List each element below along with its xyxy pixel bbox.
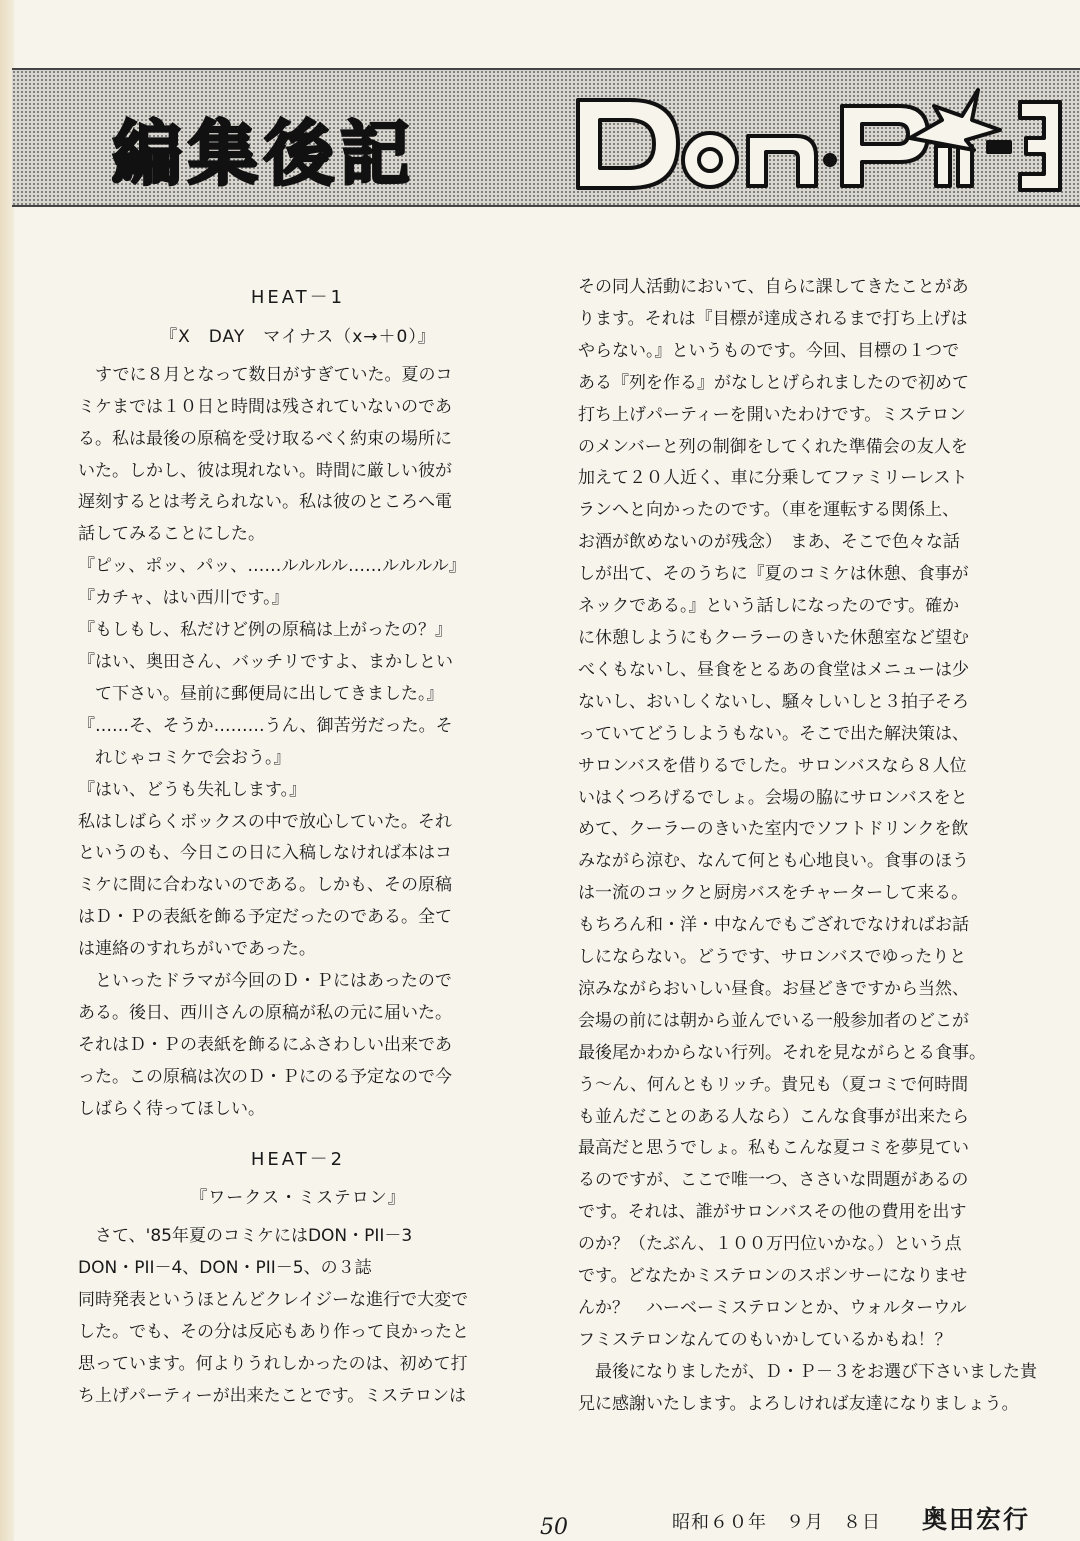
text-line: は連絡のすれちがいであった。 [78, 939, 316, 960]
donpii-logo-graphic [570, 86, 1065, 196]
page-number: 50 [540, 1515, 568, 1540]
section2-body [78, 1221, 518, 1412]
text-line: っていてどうしようもない。そこで出た解決策は、 [578, 723, 969, 744]
text-line: 加えて２０人近く、車に分乗してファミリーレスト [578, 468, 968, 489]
text-line: べくもないし、昼食をとるあの食堂はメニューは少 [578, 659, 969, 680]
text-line: めて、クーラーのきいた室内でソフトドリンクを飲 [578, 819, 969, 840]
text-line: 最高だと思うでしょ。私もこんな夏コミを夢見てい [578, 1138, 969, 1159]
text-line: に休憩しようにもクーラーのきいた休憩室など望む [578, 627, 969, 648]
text-line: んか？ ハーベーミステロンとか、ウォルターウル [578, 1298, 967, 1318]
text-line: 会場の前には朝から並んでいる一般参加者のどこが [578, 1010, 969, 1031]
text-line: ります。それは『目標が達成されるまで打ち上げは [578, 308, 968, 329]
text-line: った。この原稿は次のＤ・Ｐにのる予定なので今 [78, 1066, 452, 1087]
section-gap [78, 1126, 518, 1144]
text-line: 『カチャ、はい西川です。』 [78, 588, 289, 609]
text-line: のメンバーと列の制御をしてくれた準備会の友人を [578, 436, 968, 457]
text-line: 思っています。何よりうれしかったのは、初めて打 [78, 1354, 468, 1374]
text-line: しにならない。どうです、サロンバスでゆったりと [578, 947, 967, 968]
text-line: それはＤ・Ｐの表紙を飾るにふさわしい出来であ [78, 1034, 452, 1055]
text-line: 『ピッ、ポッ、パッ、……ルルルル……ルルルル』 [78, 556, 466, 577]
text-line: 私はしばらくボックスの中で放心していた。それ [78, 811, 452, 832]
text-line: 話してみることにした。 [78, 524, 265, 545]
text-line: です。どなたかミステロンのスポンサーになりませ [578, 1266, 968, 1287]
text-line: みながら涼む、なんて何とも心地良い。食事のほう [578, 851, 969, 872]
text-line: DON・PII－4、DON・PII－5、の３誌 [78, 1258, 372, 1279]
section-subheading-x-day: 『X DAY マイナス（x→＋0）』 [160, 326, 436, 347]
text-line: る。私は最後の原稿を受け取るべく約束の場所に [78, 428, 452, 449]
section-heading-heat-2: HEAT－2 [250, 1148, 346, 1170]
text-line: した。でも、その分は反応もあり作って良かったと [78, 1322, 469, 1343]
text-line: のか？（たぶん、１００万円位いかな。）という点 [578, 1234, 962, 1255]
text-line: ある。後日、西川さんの原稿が私の元に届いた。 [78, 1002, 452, 1023]
text-line: るのですが、ここで唯一つ、ささいな問題があるの [578, 1170, 969, 1191]
text-line: ミケに間に合わないのである。しかも、その原稿 [78, 875, 452, 896]
text-line: もちろん和・洋・中なんでもござれでなければお話 [578, 915, 969, 936]
text-line: ネックである。』という話しになったのです。確か [578, 596, 960, 617]
footer-date: 昭和６０年 ９月 ８日 [672, 1512, 881, 1533]
text-line: いはくつろげるでしょ。会場の脇にサロンバスをと [578, 787, 968, 808]
text-line: です。それは、誰がサロンバスその他の費用を出す [578, 1202, 967, 1223]
page-edge [0, 0, 14, 1541]
text-line: 打ち上げパーティーを開いたわけです。ミステロン [578, 404, 966, 425]
text-line: といったドラマが今回のＤ・Ｐにはあったので [78, 971, 452, 992]
text-line: も並んだことのある人なら）こんな食事が出来たら [578, 1106, 969, 1127]
section1-body [78, 360, 518, 1126]
text-line: 遅刻するとは考えられない。私は彼のところへ電 [78, 492, 452, 513]
text-line: サロンバスを借りるでした。サロンバスなら８人位 [578, 755, 967, 776]
text-line: ないし、おいしくないし、騒々しいしと３拍子そろ [578, 691, 969, 712]
section-heading-heat-1: HEAT－1 [250, 287, 346, 308]
section-subheading-works-misteron: 『ワークス・ミステロン』 [190, 1188, 406, 1209]
text-line: 『……そ、そうか………うん、御苦労だった。そ [78, 715, 453, 736]
text-line: ち上げパーティーが出来たことです。ミステロンは [78, 1385, 466, 1406]
text-line: 最後になりましたが、Ｄ・Ｐ－３をお選び下さいました貴 [578, 1361, 1037, 1382]
text-line: はＤ・Ｐの表紙を飾る予定だったのである。全て [78, 907, 452, 928]
donpii-logo [570, 86, 1065, 196]
text-line: やらない。』というものです。今回、目標の１つで [578, 340, 960, 361]
text-line: いた。しかし、彼は現れない。時間に厳しい彼が [78, 460, 452, 481]
text-line: う～ん、何んともリッチ。貴兄も（夏コミで何時間 [578, 1074, 969, 1095]
text-line: というのも、今日この日に入稿しなければ本はコ [78, 843, 452, 864]
left-column [78, 282, 518, 1413]
text-line: 『もしもし、私だけど例の原稿は上がったの？』 [78, 620, 452, 641]
text-line: 兄に感謝いたします。よろしければ友達になりましょう。 [578, 1393, 1019, 1414]
text-line: お酒が飲めないのが残念） まあ、そこで色々な話 [578, 532, 960, 553]
footer-author: 奥田宏行 [922, 1505, 1031, 1534]
text-line: 涼みながらおいしい昼食。お昼どきですから当然、 [578, 978, 969, 999]
text-line: ミケまでは１０日と時間は残されていないのであ [78, 396, 452, 417]
text-line: 同時発表というほとんどクレイジーな進行で大変で [78, 1290, 469, 1311]
text-line: すでに８月となって数日がすぎていた。夏のコ [78, 364, 453, 385]
text-line: 『はい、どうも失礼します。』 [78, 779, 307, 800]
text-line: フミステロンなんてのもいかしているかもね！？ [578, 1329, 952, 1350]
text-line: は一流のコックと厨房バスをチャーターして来る。 [578, 883, 969, 904]
text-line: さて、'85年夏のコミケにはDON・PII－3 [78, 1226, 413, 1247]
text-line: 『はい、奥田さん、バッチリですよ、まかしとい [78, 651, 454, 672]
text-line: て下さい。昼前に郵便局に出してきました。』 [78, 683, 444, 704]
text-line: ある『列を作る』がなしとげられましたので初めて [578, 372, 969, 393]
text-line: しばらく待ってほしい。 [78, 1098, 265, 1119]
text-line: しが出て、そのうちに『夏のコミケは休憩、食事が [578, 564, 969, 585]
text-line: その同人活動において、自らに課してきたことがあ [578, 277, 969, 297]
text-line: れじゃコミケで会おう。』 [78, 747, 291, 768]
text-line: ランへと向かったのです。（車を運転する関係上、 [578, 500, 960, 521]
text-line: 最後尾かわからない行列。それを見ながらとる食事。 [578, 1042, 986, 1063]
right-column [578, 272, 1078, 1421]
page-title: 編集後記 [112, 113, 416, 195]
